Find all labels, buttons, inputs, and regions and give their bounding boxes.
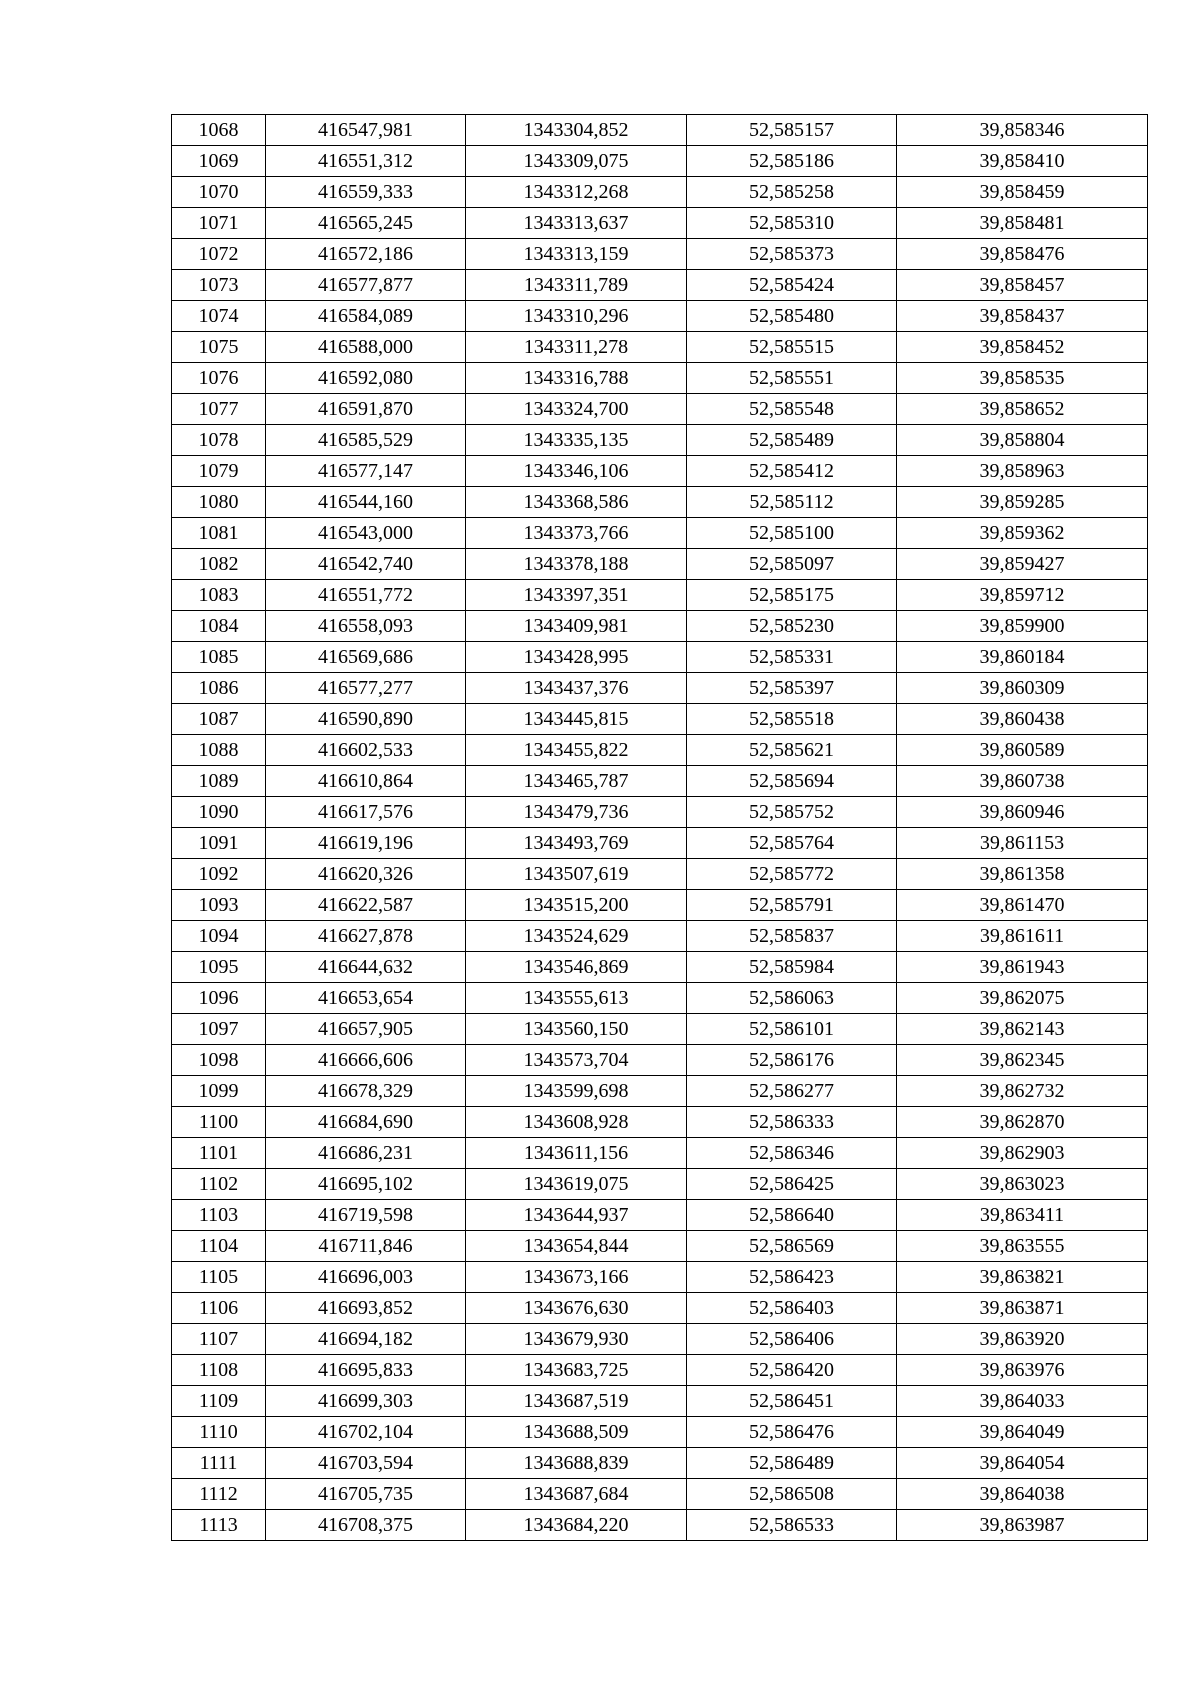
latitude-cell: 52,585100 bbox=[687, 518, 897, 549]
x-coordinate-cell: 416702,104 bbox=[266, 1417, 466, 1448]
point-number-cell: 1099 bbox=[172, 1076, 266, 1107]
x-coordinate-cell: 416551,772 bbox=[266, 580, 466, 611]
x-coordinate-cell: 416565,245 bbox=[266, 208, 466, 239]
y-coordinate-cell: 1343684,220 bbox=[466, 1510, 687, 1541]
y-coordinate-cell: 1343608,928 bbox=[466, 1107, 687, 1138]
longitude-cell: 39,860184 bbox=[897, 642, 1148, 673]
point-number-cell: 1102 bbox=[172, 1169, 266, 1200]
point-number-cell: 1111 bbox=[172, 1448, 266, 1479]
longitude-cell: 39,858481 bbox=[897, 208, 1148, 239]
latitude-cell: 52,585331 bbox=[687, 642, 897, 673]
table-row bbox=[172, 270, 1148, 301]
longitude-cell: 39,858452 bbox=[897, 332, 1148, 363]
table-row bbox=[172, 1417, 1148, 1448]
longitude-cell: 39,860309 bbox=[897, 673, 1148, 704]
x-coordinate-cell: 416644,632 bbox=[266, 952, 466, 983]
table-row bbox=[172, 1076, 1148, 1107]
x-coordinate-cell: 416588,000 bbox=[266, 332, 466, 363]
latitude-cell: 52,585258 bbox=[687, 177, 897, 208]
longitude-cell: 39,858437 bbox=[897, 301, 1148, 332]
x-coordinate-cell: 416577,147 bbox=[266, 456, 466, 487]
table-row bbox=[172, 208, 1148, 239]
table-row bbox=[172, 1138, 1148, 1169]
y-coordinate-cell: 1343687,684 bbox=[466, 1479, 687, 1510]
y-coordinate-cell: 1343654,844 bbox=[466, 1231, 687, 1262]
point-number-cell: 1098 bbox=[172, 1045, 266, 1076]
table-row bbox=[172, 518, 1148, 549]
point-number-cell: 1109 bbox=[172, 1386, 266, 1417]
x-coordinate-cell: 416666,606 bbox=[266, 1045, 466, 1076]
longitude-cell: 39,860589 bbox=[897, 735, 1148, 766]
y-coordinate-cell: 1343688,509 bbox=[466, 1417, 687, 1448]
table-row bbox=[172, 487, 1148, 518]
table-row bbox=[172, 859, 1148, 890]
point-number-cell: 1074 bbox=[172, 301, 266, 332]
y-coordinate-cell: 1343688,839 bbox=[466, 1448, 687, 1479]
y-coordinate-cell: 1343304,852 bbox=[466, 115, 687, 146]
table-row bbox=[172, 921, 1148, 952]
longitude-cell: 39,863555 bbox=[897, 1231, 1148, 1262]
y-coordinate-cell: 1343335,135 bbox=[466, 425, 687, 456]
longitude-cell: 39,858459 bbox=[897, 177, 1148, 208]
y-coordinate-cell: 1343409,981 bbox=[466, 611, 687, 642]
latitude-cell: 52,585515 bbox=[687, 332, 897, 363]
longitude-cell: 39,859900 bbox=[897, 611, 1148, 642]
point-number-cell: 1082 bbox=[172, 549, 266, 580]
latitude-cell: 52,586403 bbox=[687, 1293, 897, 1324]
x-coordinate-cell: 416653,654 bbox=[266, 983, 466, 1014]
y-coordinate-cell: 1343312,268 bbox=[466, 177, 687, 208]
y-coordinate-cell: 1343644,937 bbox=[466, 1200, 687, 1231]
table-row bbox=[172, 580, 1148, 611]
latitude-cell: 52,585230 bbox=[687, 611, 897, 642]
longitude-cell: 39,864049 bbox=[897, 1417, 1148, 1448]
latitude-cell: 52,586406 bbox=[687, 1324, 897, 1355]
longitude-cell: 39,863411 bbox=[897, 1200, 1148, 1231]
x-coordinate-cell: 416719,598 bbox=[266, 1200, 466, 1231]
point-number-cell: 1069 bbox=[172, 146, 266, 177]
longitude-cell: 39,858963 bbox=[897, 456, 1148, 487]
latitude-cell: 52,585112 bbox=[687, 487, 897, 518]
x-coordinate-cell: 416569,686 bbox=[266, 642, 466, 673]
latitude-cell: 52,585752 bbox=[687, 797, 897, 828]
latitude-cell: 52,585694 bbox=[687, 766, 897, 797]
table-row bbox=[172, 673, 1148, 704]
y-coordinate-cell: 1343309,075 bbox=[466, 146, 687, 177]
table-row bbox=[172, 735, 1148, 766]
x-coordinate-cell: 416657,905 bbox=[266, 1014, 466, 1045]
y-coordinate-cell: 1343619,075 bbox=[466, 1169, 687, 1200]
longitude-cell: 39,858457 bbox=[897, 270, 1148, 301]
y-coordinate-cell: 1343428,995 bbox=[466, 642, 687, 673]
longitude-cell: 39,862345 bbox=[897, 1045, 1148, 1076]
point-number-cell: 1100 bbox=[172, 1107, 266, 1138]
longitude-cell: 39,861611 bbox=[897, 921, 1148, 952]
table-row bbox=[172, 828, 1148, 859]
y-coordinate-cell: 1343311,789 bbox=[466, 270, 687, 301]
longitude-cell: 39,861358 bbox=[897, 859, 1148, 890]
y-coordinate-cell: 1343313,637 bbox=[466, 208, 687, 239]
table-row bbox=[172, 1014, 1148, 1045]
point-number-cell: 1073 bbox=[172, 270, 266, 301]
table-row bbox=[172, 1448, 1148, 1479]
point-number-cell: 1087 bbox=[172, 704, 266, 735]
longitude-cell: 39,864033 bbox=[897, 1386, 1148, 1417]
point-number-cell: 1088 bbox=[172, 735, 266, 766]
latitude-cell: 52,585791 bbox=[687, 890, 897, 921]
longitude-cell: 39,858535 bbox=[897, 363, 1148, 394]
longitude-cell: 39,860946 bbox=[897, 797, 1148, 828]
longitude-cell: 39,862143 bbox=[897, 1014, 1148, 1045]
latitude-cell: 52,586176 bbox=[687, 1045, 897, 1076]
x-coordinate-cell: 416627,878 bbox=[266, 921, 466, 952]
latitude-cell: 52,585310 bbox=[687, 208, 897, 239]
y-coordinate-cell: 1343437,376 bbox=[466, 673, 687, 704]
table-row bbox=[172, 1293, 1148, 1324]
x-coordinate-cell: 416543,000 bbox=[266, 518, 466, 549]
point-number-cell: 1092 bbox=[172, 859, 266, 890]
latitude-cell: 52,586063 bbox=[687, 983, 897, 1014]
y-coordinate-cell: 1343676,630 bbox=[466, 1293, 687, 1324]
longitude-cell: 39,860738 bbox=[897, 766, 1148, 797]
point-number-cell: 1096 bbox=[172, 983, 266, 1014]
point-number-cell: 1094 bbox=[172, 921, 266, 952]
x-coordinate-cell: 416551,312 bbox=[266, 146, 466, 177]
x-coordinate-cell: 416678,329 bbox=[266, 1076, 466, 1107]
y-coordinate-cell: 1343546,869 bbox=[466, 952, 687, 983]
table-row bbox=[172, 146, 1148, 177]
longitude-cell: 39,861470 bbox=[897, 890, 1148, 921]
table-row bbox=[172, 611, 1148, 642]
y-coordinate-cell: 1343555,613 bbox=[466, 983, 687, 1014]
longitude-cell: 39,863920 bbox=[897, 1324, 1148, 1355]
longitude-cell: 39,861153 bbox=[897, 828, 1148, 859]
table-row bbox=[172, 1231, 1148, 1262]
x-coordinate-cell: 416577,277 bbox=[266, 673, 466, 704]
y-coordinate-cell: 1343397,351 bbox=[466, 580, 687, 611]
table-row bbox=[172, 1479, 1148, 1510]
coordinates-table bbox=[171, 114, 1148, 1541]
y-coordinate-cell: 1343310,296 bbox=[466, 301, 687, 332]
latitude-cell: 52,585373 bbox=[687, 239, 897, 270]
table-row bbox=[172, 549, 1148, 580]
x-coordinate-cell: 416592,080 bbox=[266, 363, 466, 394]
x-coordinate-cell: 416693,852 bbox=[266, 1293, 466, 1324]
latitude-cell: 52,586569 bbox=[687, 1231, 897, 1262]
table-row bbox=[172, 177, 1148, 208]
latitude-cell: 52,586425 bbox=[687, 1169, 897, 1200]
y-coordinate-cell: 1343479,736 bbox=[466, 797, 687, 828]
x-coordinate-cell: 416622,587 bbox=[266, 890, 466, 921]
point-number-cell: 1112 bbox=[172, 1479, 266, 1510]
y-coordinate-cell: 1343373,766 bbox=[466, 518, 687, 549]
point-number-cell: 1085 bbox=[172, 642, 266, 673]
longitude-cell: 39,863871 bbox=[897, 1293, 1148, 1324]
point-number-cell: 1076 bbox=[172, 363, 266, 394]
x-coordinate-cell: 416620,326 bbox=[266, 859, 466, 890]
point-number-cell: 1089 bbox=[172, 766, 266, 797]
longitude-cell: 39,859285 bbox=[897, 487, 1148, 518]
latitude-cell: 52,585518 bbox=[687, 704, 897, 735]
latitude-cell: 52,585548 bbox=[687, 394, 897, 425]
point-number-cell: 1077 bbox=[172, 394, 266, 425]
point-number-cell: 1084 bbox=[172, 611, 266, 642]
longitude-cell: 39,858346 bbox=[897, 115, 1148, 146]
longitude-cell: 39,858804 bbox=[897, 425, 1148, 456]
y-coordinate-cell: 1343465,787 bbox=[466, 766, 687, 797]
y-coordinate-cell: 1343524,629 bbox=[466, 921, 687, 952]
y-coordinate-cell: 1343311,278 bbox=[466, 332, 687, 363]
x-coordinate-cell: 416610,864 bbox=[266, 766, 466, 797]
latitude-cell: 52,585764 bbox=[687, 828, 897, 859]
table-row bbox=[172, 890, 1148, 921]
point-number-cell: 1110 bbox=[172, 1417, 266, 1448]
table-row bbox=[172, 797, 1148, 828]
latitude-cell: 52,586423 bbox=[687, 1262, 897, 1293]
table-row bbox=[172, 642, 1148, 673]
x-coordinate-cell: 416602,533 bbox=[266, 735, 466, 766]
point-number-cell: 1083 bbox=[172, 580, 266, 611]
y-coordinate-cell: 1343346,106 bbox=[466, 456, 687, 487]
latitude-cell: 52,586333 bbox=[687, 1107, 897, 1138]
table-row bbox=[172, 1107, 1148, 1138]
table-row bbox=[172, 1045, 1148, 1076]
y-coordinate-cell: 1343368,586 bbox=[466, 487, 687, 518]
x-coordinate-cell: 416544,160 bbox=[266, 487, 466, 518]
y-coordinate-cell: 1343316,788 bbox=[466, 363, 687, 394]
longitude-cell: 39,858476 bbox=[897, 239, 1148, 270]
latitude-cell: 52,585186 bbox=[687, 146, 897, 177]
x-coordinate-cell: 416708,375 bbox=[266, 1510, 466, 1541]
longitude-cell: 39,863987 bbox=[897, 1510, 1148, 1541]
point-number-cell: 1103 bbox=[172, 1200, 266, 1231]
point-number-cell: 1091 bbox=[172, 828, 266, 859]
x-coordinate-cell: 416695,833 bbox=[266, 1355, 466, 1386]
latitude-cell: 52,585097 bbox=[687, 549, 897, 580]
x-coordinate-cell: 416699,303 bbox=[266, 1386, 466, 1417]
y-coordinate-cell: 1343493,769 bbox=[466, 828, 687, 859]
latitude-cell: 52,585424 bbox=[687, 270, 897, 301]
latitude-cell: 52,585412 bbox=[687, 456, 897, 487]
y-coordinate-cell: 1343573,704 bbox=[466, 1045, 687, 1076]
table-row bbox=[172, 766, 1148, 797]
y-coordinate-cell: 1343683,725 bbox=[466, 1355, 687, 1386]
latitude-cell: 52,585984 bbox=[687, 952, 897, 983]
point-number-cell: 1090 bbox=[172, 797, 266, 828]
x-coordinate-cell: 416705,735 bbox=[266, 1479, 466, 1510]
latitude-cell: 52,585621 bbox=[687, 735, 897, 766]
longitude-cell: 39,862903 bbox=[897, 1138, 1148, 1169]
point-number-cell: 1107 bbox=[172, 1324, 266, 1355]
table-row bbox=[172, 983, 1148, 1014]
x-coordinate-cell: 416542,740 bbox=[266, 549, 466, 580]
point-number-cell: 1104 bbox=[172, 1231, 266, 1262]
point-number-cell: 1086 bbox=[172, 673, 266, 704]
x-coordinate-cell: 416694,182 bbox=[266, 1324, 466, 1355]
y-coordinate-cell: 1343313,159 bbox=[466, 239, 687, 270]
longitude-cell: 39,864054 bbox=[897, 1448, 1148, 1479]
table-row bbox=[172, 332, 1148, 363]
table-row bbox=[172, 1355, 1148, 1386]
table-row bbox=[172, 1169, 1148, 1200]
latitude-cell: 52,586101 bbox=[687, 1014, 897, 1045]
latitude-cell: 52,586277 bbox=[687, 1076, 897, 1107]
x-coordinate-cell: 416547,981 bbox=[266, 115, 466, 146]
table-row bbox=[172, 1262, 1148, 1293]
point-number-cell: 1075 bbox=[172, 332, 266, 363]
y-coordinate-cell: 1343455,822 bbox=[466, 735, 687, 766]
point-number-cell: 1095 bbox=[172, 952, 266, 983]
point-number-cell: 1072 bbox=[172, 239, 266, 270]
x-coordinate-cell: 416577,877 bbox=[266, 270, 466, 301]
y-coordinate-cell: 1343679,930 bbox=[466, 1324, 687, 1355]
point-number-cell: 1097 bbox=[172, 1014, 266, 1045]
point-number-cell: 1108 bbox=[172, 1355, 266, 1386]
longitude-cell: 39,863023 bbox=[897, 1169, 1148, 1200]
latitude-cell: 52,586640 bbox=[687, 1200, 897, 1231]
latitude-cell: 52,585175 bbox=[687, 580, 897, 611]
x-coordinate-cell: 416584,089 bbox=[266, 301, 466, 332]
latitude-cell: 52,585772 bbox=[687, 859, 897, 890]
latitude-cell: 52,586533 bbox=[687, 1510, 897, 1541]
latitude-cell: 52,586476 bbox=[687, 1417, 897, 1448]
latitude-cell: 52,585489 bbox=[687, 425, 897, 456]
x-coordinate-cell: 416591,870 bbox=[266, 394, 466, 425]
table-row bbox=[172, 1386, 1148, 1417]
longitude-cell: 39,862732 bbox=[897, 1076, 1148, 1107]
latitude-cell: 52,586489 bbox=[687, 1448, 897, 1479]
table-row bbox=[172, 301, 1148, 332]
longitude-cell: 39,864038 bbox=[897, 1479, 1148, 1510]
x-coordinate-cell: 416572,186 bbox=[266, 239, 466, 270]
longitude-cell: 39,859712 bbox=[897, 580, 1148, 611]
y-coordinate-cell: 1343687,519 bbox=[466, 1386, 687, 1417]
latitude-cell: 52,586346 bbox=[687, 1138, 897, 1169]
x-coordinate-cell: 416695,102 bbox=[266, 1169, 466, 1200]
point-number-cell: 1071 bbox=[172, 208, 266, 239]
point-number-cell: 1105 bbox=[172, 1262, 266, 1293]
y-coordinate-cell: 1343324,700 bbox=[466, 394, 687, 425]
point-number-cell: 1070 bbox=[172, 177, 266, 208]
point-number-cell: 1093 bbox=[172, 890, 266, 921]
latitude-cell: 52,586508 bbox=[687, 1479, 897, 1510]
point-number-cell: 1080 bbox=[172, 487, 266, 518]
longitude-cell: 39,861943 bbox=[897, 952, 1148, 983]
table-row bbox=[172, 704, 1148, 735]
longitude-cell: 39,859362 bbox=[897, 518, 1148, 549]
x-coordinate-cell: 416617,576 bbox=[266, 797, 466, 828]
x-coordinate-cell: 416684,690 bbox=[266, 1107, 466, 1138]
y-coordinate-cell: 1343445,815 bbox=[466, 704, 687, 735]
longitude-cell: 39,859427 bbox=[897, 549, 1148, 580]
x-coordinate-cell: 416619,196 bbox=[266, 828, 466, 859]
x-coordinate-cell: 416711,846 bbox=[266, 1231, 466, 1262]
x-coordinate-cell: 416696,003 bbox=[266, 1262, 466, 1293]
table-row bbox=[172, 239, 1148, 270]
table-row bbox=[172, 1510, 1148, 1541]
longitude-cell: 39,858410 bbox=[897, 146, 1148, 177]
y-coordinate-cell: 1343611,156 bbox=[466, 1138, 687, 1169]
longitude-cell: 39,858652 bbox=[897, 394, 1148, 425]
latitude-cell: 52,585480 bbox=[687, 301, 897, 332]
table-row bbox=[172, 1324, 1148, 1355]
x-coordinate-cell: 416585,529 bbox=[266, 425, 466, 456]
point-number-cell: 1106 bbox=[172, 1293, 266, 1324]
y-coordinate-cell: 1343560,150 bbox=[466, 1014, 687, 1045]
point-number-cell: 1079 bbox=[172, 456, 266, 487]
x-coordinate-cell: 416590,890 bbox=[266, 704, 466, 735]
table-row bbox=[172, 952, 1148, 983]
x-coordinate-cell: 416686,231 bbox=[266, 1138, 466, 1169]
latitude-cell: 52,585157 bbox=[687, 115, 897, 146]
longitude-cell: 39,862870 bbox=[897, 1107, 1148, 1138]
coordinates-table-body bbox=[172, 115, 1148, 1541]
y-coordinate-cell: 1343673,166 bbox=[466, 1262, 687, 1293]
table-row bbox=[172, 363, 1148, 394]
x-coordinate-cell: 416559,333 bbox=[266, 177, 466, 208]
point-number-cell: 1081 bbox=[172, 518, 266, 549]
point-number-cell: 1078 bbox=[172, 425, 266, 456]
x-coordinate-cell: 416558,093 bbox=[266, 611, 466, 642]
longitude-cell: 39,860438 bbox=[897, 704, 1148, 735]
table-row bbox=[172, 1200, 1148, 1231]
latitude-cell: 52,585397 bbox=[687, 673, 897, 704]
latitude-cell: 52,585837 bbox=[687, 921, 897, 952]
y-coordinate-cell: 1343515,200 bbox=[466, 890, 687, 921]
point-number-cell: 1068 bbox=[172, 115, 266, 146]
latitude-cell: 52,586451 bbox=[687, 1386, 897, 1417]
table-row bbox=[172, 394, 1148, 425]
table-row bbox=[172, 115, 1148, 146]
y-coordinate-cell: 1343378,188 bbox=[466, 549, 687, 580]
point-number-cell: 1113 bbox=[172, 1510, 266, 1541]
longitude-cell: 39,863821 bbox=[897, 1262, 1148, 1293]
longitude-cell: 39,862075 bbox=[897, 983, 1148, 1014]
table-row bbox=[172, 456, 1148, 487]
y-coordinate-cell: 1343507,619 bbox=[466, 859, 687, 890]
latitude-cell: 52,585551 bbox=[687, 363, 897, 394]
point-number-cell: 1101 bbox=[172, 1138, 266, 1169]
table-row bbox=[172, 425, 1148, 456]
latitude-cell: 52,586420 bbox=[687, 1355, 897, 1386]
longitude-cell: 39,863976 bbox=[897, 1355, 1148, 1386]
y-coordinate-cell: 1343599,698 bbox=[466, 1076, 687, 1107]
x-coordinate-cell: 416703,594 bbox=[266, 1448, 466, 1479]
